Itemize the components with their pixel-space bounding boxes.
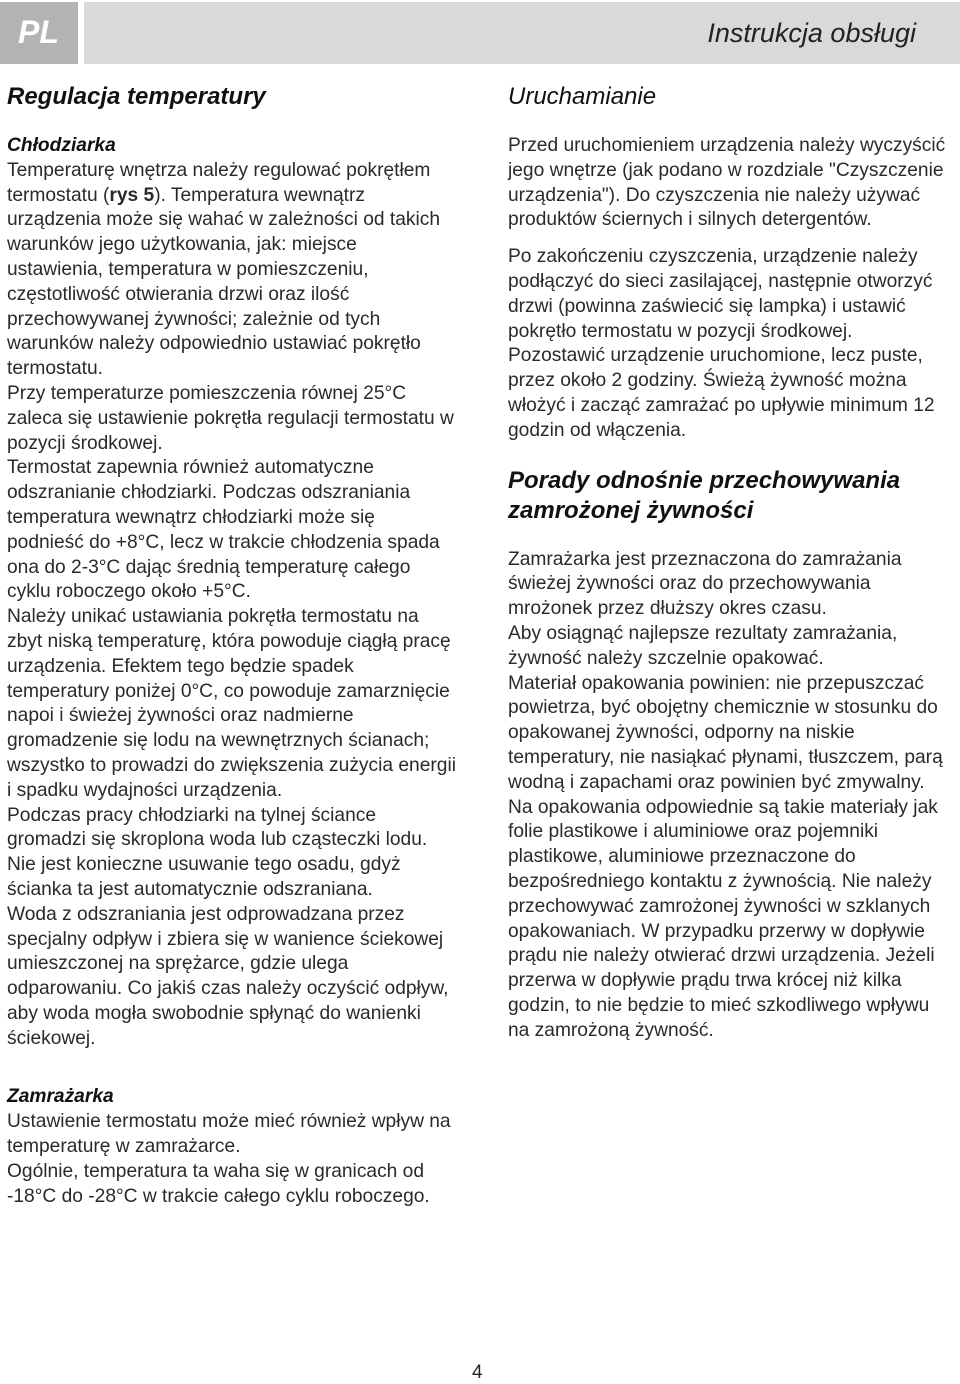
language-badge — [0, 2, 78, 64]
paragraph-freezer-thermostat: Ustawienie termostatu może mieć również wpływ na temperaturę w zamrażarce. — [7, 1111, 451, 1158]
section-heading-startup: Uruchamianie — [508, 83, 657, 110]
paragraph-thermostat: Temperaturę wnętrza należy regulować pokrętłem termostatu (rys 5). Temperatura wewnątrz urządzenia może się wahać w zależności od takich warunków jego użytkowania, jak: miejsce ustawienia, temperatura w pomieszczeniu, częstotliwość otwierania drzwi oraz ilość przechowywanej żywności; zależnie od tych warunków należy odpowiednio ustawiać pokrętło termostatu. — [7, 159, 441, 380]
paragraph-freezer-purpose: Zamrażarka jest przeznaczona do zamrażania świeżej żywności oraz do przechowywania mrożonek przez dłuższy okres czasu. — [508, 548, 902, 620]
subheading-fridge: Chłodziarka — [7, 135, 116, 156]
manual-title: Instrukcja obsługi — [707, 18, 916, 48]
paragraph-defrost: Termostat zapewnia również automatyczne odszranianie chłodziarki. Podczas odszraniania temperatura wewnątrz chłodziarki może się podnieść do +8°C, lecz w trakcie chłodzenia spada ona do 2-3°C dając średnią temperaturę całego cyklu roboczego około +5°C. — [7, 457, 440, 603]
paragraph-freezer-range: Ogólnie, temperatura ta waha się w granicach od -18°C do -28°C w trakcie całego cyklu roboczego. — [7, 1160, 430, 1207]
paragraph-packaging: Aby osiągnąć najlepsze rezultaty zamrażania, żywność należy szczelnie opakować. — [508, 622, 898, 669]
paragraph-back-wall: Podczas pracy chłodziarki na tylnej ściance gromadzi się skroplona woda lub cząsteczki lodu. Nie jest konieczne usuwanie tego osadu, gdyż ścianka ta jest automatycznie odszraniana. — [7, 804, 428, 900]
figure-reference: rys 5 — [109, 184, 155, 206]
page-number: 4 — [472, 1362, 483, 1383]
section-heading-temperature: Regulacja temperatury — [7, 83, 266, 110]
section-heading-frozen-food: Porady odnośnie przechowywania zamrożonej żywności — [508, 466, 901, 524]
paragraph-startup: Po zakończeniu czyszczenia, urządzenie należy podłączyć do sieci zasilającej, następnie otworzyć drzwi (powinna zaświecić się lampka) i ustawić pokrętło termostatu w pozycji środkowej. Pozostawić urządzenie uruchomione, lecz puste, przez około 2 godziny. Świeżą żywność można włożyć i zacząć zamrażać po upływie minimum 12 godzin od włączenia. — [508, 246, 935, 441]
right-column — [508, 82, 948, 1044]
paragraph-packaging-material: Materiał opakowania powinien: nie przepuszczać powietrza, być obojętny chemicznie w stosunku do opakowanej żywności, odporny na niskie temperatury, nie nasiąkać płynami, tłuszczem, parą wodną i zapachami oraz powinien być zmywalny. Na opakowania odpowiednie są takie materiały jak folie plastikowe i aluminiowe oraz pojemniki plastikowe, aluminiowe przeznaczone do bezpośredniego kontaktu z żywnością. Nie należy przechowywać zamrożonej żywności w szklanych opakowaniach. W przypadku przerwy w dopływie prądu nie należy otwierać drzwi urządzenia. Jeżeli przerwa w dopływie prądu trwa krócej niż kilka godzin, to nie będzie to mieć szkodliwego wpływu na zamrożoną żywność. — [508, 672, 943, 1041]
paragraph-room-temperature: Przy temperaturze pomieszczenia równej 25°C zaleca się ustawienie pokrętła regulacji termostatu w pozycji środkowej. — [7, 382, 454, 454]
paragraph-drain: Woda z odszraniania jest odprowadzana przez specjalny odpływ i zbiera się w wanience ściekowej umieszczonej na sprężarce, gdzie ulega odparowaniu. Co jakiś czas należy oczyścić odpływ, aby woda mogła swobodnie spłynąć do wanienki ściekowej. — [7, 903, 449, 1049]
paragraph-low-setting: Należy unikać ustawiania pokrętła termostatu na zbyt niską temperaturę, która powoduje ciągłą pracę urządzenia. Efektem tego będzie spadek temperatury poniżej 0°C, co powoduje zamarznięcie napoi i świeżej żywności oraz nadmierne gromadzenie się lodu na wewnętrznych ścianach; wszystko to prowadzi do zwiększenia zużycia energii i spadku wydajności urządzenia. — [7, 606, 456, 801]
left-column — [7, 82, 457, 1209]
header-bar — [84, 2, 960, 64]
paragraph-cleaning: Przed uruchomieniem urządzenia należy wyczyścić jego wnętrze (jak podano w rozdziale "Czyszczenie urządzenia"). Do czyszczenia nie należy używać produktów ściernych i silnych detergentów. — [508, 135, 946, 231]
language-code: PL — [18, 14, 59, 50]
page-header — [0, 0, 960, 66]
subheading-freezer: Zamrażarka — [7, 1086, 114, 1108]
